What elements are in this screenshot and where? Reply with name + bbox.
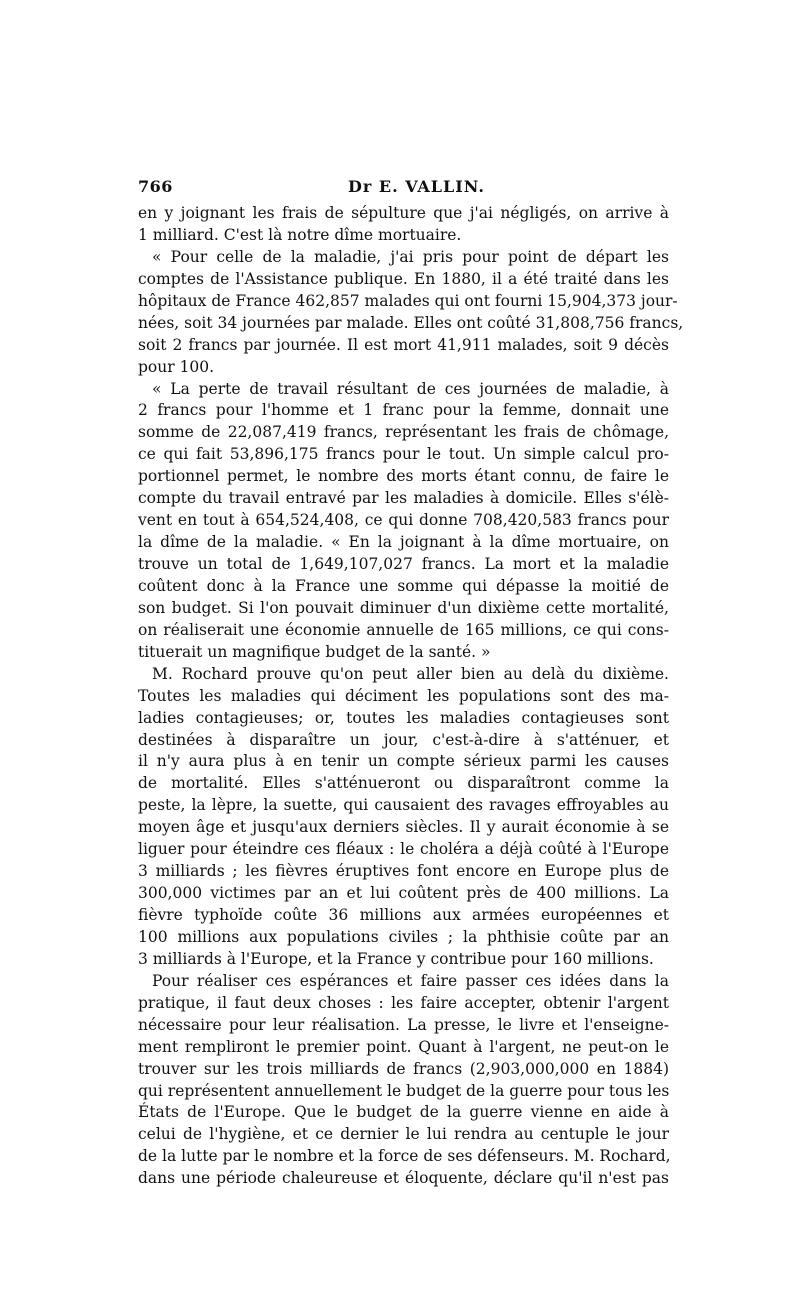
text-line: son budget. Si l'on pouvait diminuer d'un dixième cette mortalité, [138, 598, 669, 617]
text-line: destinées à disparaître un jour, c'est-à-dire à s'atténuer, et [138, 730, 669, 749]
text-line: pour 100. [138, 357, 215, 376]
text-line: tituerait un magnifique budget de la santé. » [138, 642, 491, 661]
text-line: portionnel permet, le nombre des morts étant connu, de faire le [138, 467, 669, 486]
text-line: ce qui fait 53,896,175 francs pour le tout. Un simple calcul pro- [138, 445, 669, 464]
text-line: il n'y aura plus à en tenir un compte sérieux parmi les causes [138, 752, 669, 771]
running-head: Dr E. VALLIN. [348, 177, 485, 196]
text-line: de mortalité. Elles s'atténueront ou disparaîtront comme la [138, 774, 669, 793]
text-line: Toutes les maladies qui déciment les populations sont des ma- [138, 686, 669, 705]
text-line: qui représentent annuellement le budget de la guerre pour tous les [138, 1081, 670, 1100]
text-line: vent en tout à 654,524,408, ce qui donne 708,420,583 francs pour [138, 511, 669, 530]
text-line: fièvre typhoïde coûte 36 millions aux armées européennes et [138, 906, 669, 924]
text-line: compte du travail entravé par les maladies à domicile. Elles s'élè- [138, 489, 669, 508]
text-line: 100 millions aux populations civiles ; la phthisie coûte par an [138, 927, 669, 946]
text-line: trouver sur les trois milliards de francs (2,903,000,000 en 1884) [138, 1059, 669, 1078]
text-line: peste, la lèpre, la suette, qui causaient des ravages effroyables au [138, 796, 669, 815]
text-line: États de l'Europe. Que le budget de la guerre vienne en aide à [138, 1103, 669, 1122]
body-text [138, 203, 684, 1190]
text-line: on réaliserait une économie annuelle de 165 millions, ce qui cons- [138, 620, 669, 639]
text-line: « La perte de travail résultant de ces journées de maladie, à [152, 379, 669, 398]
text-line: ladies contagieuses; or, toutes les maladies contagieuses sont [138, 708, 669, 727]
text-line: soit 2 francs par journée. Il est mort 41,911 malades, soit 9 décès [138, 335, 669, 354]
text-line: somme de 22,087,419 francs, représentant les frais de chômage, [138, 423, 669, 442]
text-line: 3 milliards ; les fièvres éruptives font encore en Europe plus de [138, 862, 669, 881]
text-line: celui de l'hygiène, et ce dernier le lui rendra au centuple le jour [138, 1125, 669, 1144]
text-line: coûtent donc à la France une somme qui dépasse la moitié de [138, 576, 669, 595]
text-line: « Pour celle de la maladie, j'ai pris pour point de départ les [152, 247, 669, 266]
text-line: 1 milliard. C'est là notre dîme mortuaire. [138, 225, 462, 244]
text-line: ment rempliront le premier point. Quant à l'argent, ne peut-on le [138, 1037, 669, 1056]
text-line: nécessaire pour leur réalisation. La presse, le livre et l'enseigne- [138, 1015, 669, 1034]
text-line: de la lutte par le nombre et la force de ses défenseurs. M. Rochard, [138, 1147, 671, 1166]
text-line: 3 milliards à l'Europe, et la France y contribue pour 160 millions. [138, 949, 654, 968]
text-line: dans une période chaleureuse et éloquente, déclare qu'il n'est pas [138, 1169, 669, 1188]
text-line: en y joignant les frais de sépulture que j'ai négligés, on arrive à [138, 204, 669, 222]
text-line: trouve un total de 1,649,107,027 francs. La mort et la maladie [138, 555, 669, 573]
page-header [138, 177, 666, 201]
text-line: pratique, il faut deux choses : les faire accepter, obtenir l'argent [138, 993, 669, 1012]
text-line: M. Rochard prouve qu'on peut aller bien au delà du dixième. [152, 664, 669, 683]
text-line: 300,000 victimes par an et lui coûtent près de 400 millions. La [138, 884, 669, 903]
text-line: nées, soit 34 journées par malade. Elles ont coûté 31,808,756 francs, [138, 313, 684, 332]
text-line: liguer pour éteindre ces fléaux : le choléra a déjà coûté à l'Europe [138, 840, 669, 859]
page-number: 766 [138, 177, 173, 196]
text-line: comptes de l'Assistance publique. En 1880, il a été traité dans les [138, 269, 669, 288]
text-line: 2 francs pour l'homme et 1 franc pour la femme, donnait une [138, 401, 669, 420]
text-line: Pour réaliser ces espérances et faire passer ces idées dans la [152, 971, 669, 990]
text-line: moyen âge et jusqu'aux derniers siècles. Il y aurait économie à se [138, 818, 669, 837]
text-line: hôpitaux de France 462,857 malades qui ont fourni 15,904,373 jour- [138, 291, 678, 310]
text-line: la dîme de la maladie. « En la joignant à la dîme mortuaire, on [138, 533, 669, 552]
